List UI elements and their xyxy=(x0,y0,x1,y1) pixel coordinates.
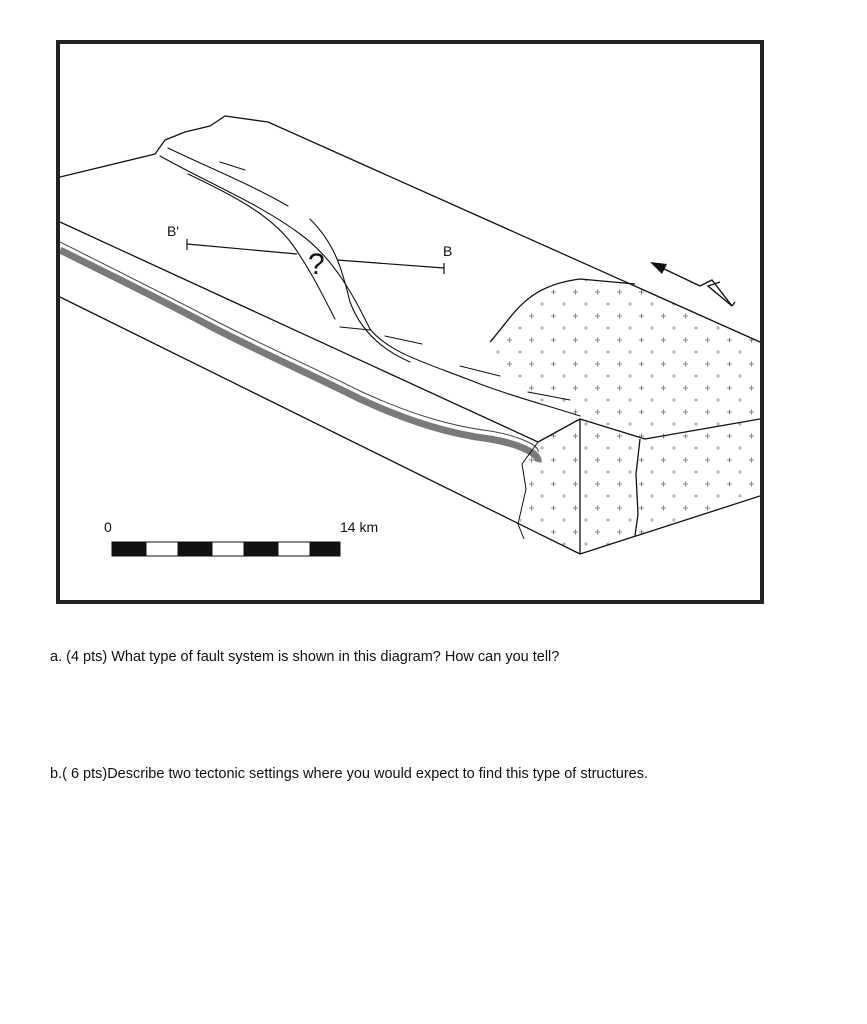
scale-label-start: 0 xyxy=(104,519,112,535)
fault-trace-east xyxy=(310,219,410,362)
fault-dash-1 xyxy=(340,327,370,330)
question-a: a. (4 pts) What type of fault system is shown in this diagram? How can you tell? xyxy=(50,649,560,665)
label-b: B xyxy=(443,243,453,259)
unknown-offset-question-mark: ? xyxy=(308,248,325,281)
pluton-top-pattern xyxy=(490,279,760,439)
fault-block-diagram xyxy=(60,44,760,600)
scale-bar xyxy=(112,542,340,556)
marker-layer xyxy=(60,250,538,462)
diagram-frame xyxy=(56,40,764,604)
fault-dash-5 xyxy=(220,162,245,170)
question-b: b.( 6 pts)Describe two tectonic settings where you would expect to find this type of structures. xyxy=(50,766,649,782)
label-b-prime: B' xyxy=(167,223,180,239)
fault-dash-2 xyxy=(385,336,422,344)
fault-trace-splay xyxy=(168,148,288,206)
fault-motion-arrows xyxy=(658,266,735,306)
fault-dash-3 xyxy=(460,366,500,376)
scale-label-end: 14 km xyxy=(340,519,379,535)
marker-layer-edge xyxy=(60,242,538,452)
arrow-head-icon xyxy=(650,262,667,274)
